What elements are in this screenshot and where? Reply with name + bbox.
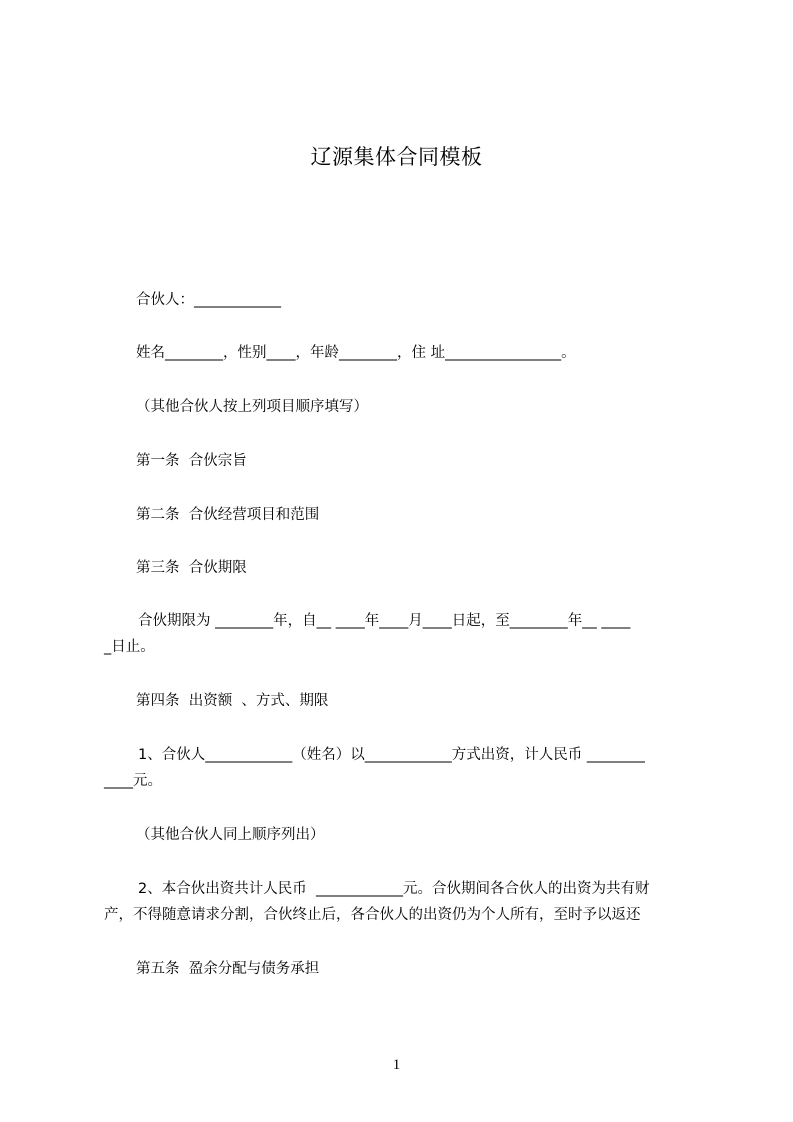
term-line-2: _日止。 — [104, 639, 155, 655]
article-4-heading: 第四条 出资额 、方式、期限 — [136, 693, 329, 709]
page-number: 1 — [392, 1057, 401, 1073]
article-5-heading: 第五条 盈余分配与债务承担 — [136, 961, 320, 977]
article-2-heading: 第二条 合伙经营项目和范围 — [136, 507, 320, 523]
term-line-1: 合伙期限为 ________年，自__ ____年____月____日起，至________年__ ____ — [138, 613, 631, 629]
contribution-line-1: 1、合伙人____________（姓名）以____________方式出资，计人民币 ________ — [138, 747, 645, 763]
document-title: 辽源集体合同模板 — [310, 145, 483, 169]
other-partners-fill-note: （其他合伙人按上列项目顺序填写） — [136, 399, 368, 415]
other-partners-list-note: （其他合伙人同上顺序列出） — [136, 827, 325, 843]
total-contribution-line-1: 2、本合伙出资共计人民币 ____________元。合伙期间各合伙人的出资为共有财 — [138, 881, 650, 897]
partner-line: 合伙人：____________ — [136, 292, 281, 308]
article-1-heading: 第一条 合伙宗旨 — [136, 453, 247, 469]
total-contribution-line-2: 产，不得随意请求分割，合伙终止后，各合伙人的出资仍为个人所有，至时予以返还 — [104, 907, 641, 923]
article-3-heading: 第三条 合伙期限 — [136, 560, 247, 576]
contribution-line-2: ____元。 — [104, 773, 162, 789]
personal-info-line: 姓名________，性别____，年龄________，住 址________________。 — [136, 345, 576, 361]
